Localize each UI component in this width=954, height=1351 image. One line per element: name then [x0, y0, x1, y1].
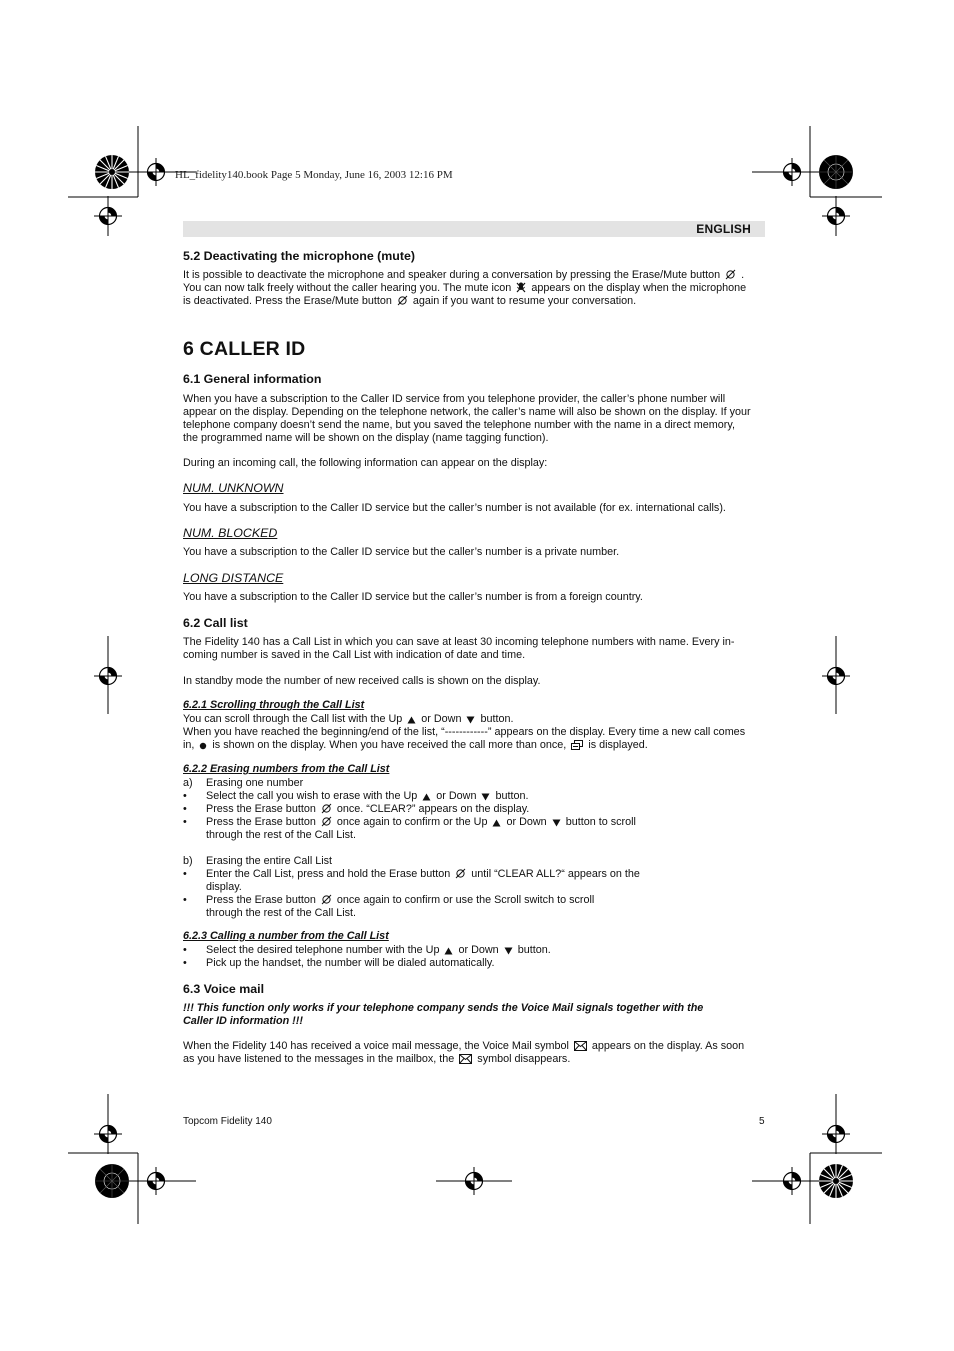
text-line: In standby mode the number of new received calls is shown on the display.: [183, 675, 541, 687]
text-line: as you have listened to the messages in the mailbox, the symbol disappears.: [183, 1053, 571, 1065]
list-item: • Pick up the handset, the number will be dialed automatically.: [183, 957, 495, 969]
text-line: The Fidelity 140 has a Call List in which you can save at least 30 incoming telephone numbers with name. Every in-: [183, 636, 735, 648]
down-arrow-icon: [481, 793, 490, 801]
up-arrow-icon: [422, 793, 431, 801]
section-6-3-body: [183, 1040, 765, 1066]
list-item: • Select the desired telephone number with the Up or Down button.: [183, 944, 551, 956]
section-6-2-2-body: [183, 777, 765, 920]
voice-mail-envelope-icon: [574, 1041, 587, 1051]
up-arrow-icon: [407, 716, 416, 724]
text-line: When you have a subscription to the Caller ID service from you telephone provider, the caller’s phone number will: [183, 393, 726, 405]
section-5-2-body: [183, 269, 765, 308]
section-6-2-paragraph: [183, 636, 765, 662]
list-item-continued: display.: [206, 881, 242, 893]
section-5-2-title: 5.2 Deactivating the microphone (mute): [183, 249, 416, 263]
text-line: telephone company doesn’t send the name, but you saved the telephone number with the name in a direct memory,: [183, 419, 735, 431]
display-msg-num-blocked: NUM. BLOCKED: [183, 526, 278, 540]
mute-icon: [516, 282, 526, 293]
list-item: b) Erasing the entire Call List: [183, 855, 333, 867]
list-item: • Press the Erase button once again to confirm or the Up or Down button to scroll: [183, 816, 636, 828]
text-line: appear on the display. Depending on the telephone network, the caller’s name will also be shown on the display. If your: [183, 406, 751, 418]
erase-icon: [321, 894, 332, 905]
text-line: in, is shown on the display. When you have received the call more than once, is displayed.: [183, 739, 648, 751]
language-label: ENGLISH: [696, 222, 751, 236]
new-call-dot-icon: [199, 742, 207, 750]
erase-icon: [321, 803, 332, 814]
text-line: Caller ID information !!!: [183, 1015, 303, 1027]
spacer: [183, 842, 765, 855]
down-arrow-icon: [466, 716, 475, 724]
section-6-2-title: 6.2 Call list: [183, 616, 248, 630]
section-6-2-3-body: [183, 944, 765, 970]
language-bar: [183, 221, 765, 237]
list-item: • Press the Erase button once. “CLEAR?” appears on the display.: [183, 803, 530, 815]
section-6-3-title: 6.3 Voice mail: [183, 982, 265, 996]
up-arrow-icon: [444, 947, 453, 955]
chapter-title: 6 CALLER ID: [183, 338, 306, 360]
footer-product: Topcom Fidelity 140: [183, 1116, 272, 1127]
voice-mail-warning: [183, 1002, 765, 1028]
footer-page-number: 5: [759, 1116, 765, 1127]
text-line: You have a subscription to the Caller ID service but the caller’s number is from a foreign country.: [183, 591, 643, 603]
display-msg-num-unknown: NUM. UNKNOWN: [183, 481, 284, 495]
section-6-2-1-body: [183, 713, 765, 752]
text-line: You have a subscription to the Caller ID service but the caller’s number is not available (for ex. international calls).: [183, 502, 726, 514]
list-item: • Enter the Call List, press and hold the Erase button until “CLEAR ALL?“ appears on the: [183, 868, 640, 880]
section-6-1-paragraph: [183, 393, 765, 445]
text-line: When you have reached the beginning/end of the list, “------------” appears on the display. Every time a new call comes: [183, 726, 746, 738]
text-line: is deactivated. Press the Erase/Mute button again if you want to resume your conversation.: [183, 295, 637, 307]
list-item: a) Erasing one number: [183, 777, 304, 789]
text-line: You can scroll through the Call list with the Up or Down button.: [183, 713, 514, 725]
section-6-2-3-title: 6.2.3 Calling a number from the Call List: [183, 930, 389, 942]
list-item: • Select the call you wish to erase with the Up or Down button.: [183, 790, 529, 802]
voice-mail-envelope-icon: [459, 1054, 472, 1064]
text-line: coming number is saved in the Call List with indication of date and time.: [183, 649, 526, 661]
text-line: the programmed name will be shown on the display (name tagging function).: [183, 432, 549, 444]
erase-icon: [455, 868, 466, 879]
section-6-1-title: 6.1 General information: [183, 372, 322, 386]
text-line: It is possible to deactivate the microphone and speaker during a conversation by pressing the Erase/Mute button .: [183, 269, 745, 281]
erase-icon: [321, 816, 332, 827]
up-arrow-icon: [492, 819, 501, 827]
text-line: You can now talk freely without the caller hearing you. The mute icon appears on the display when the microphone: [183, 282, 747, 294]
text-line: !!! This function only works if your telephone company sends the Voice Mail signals together with the: [183, 1002, 704, 1014]
print-header: HL_fidelity140.book Page 5 Monday, June 16, 2003 12:16 PM: [175, 169, 453, 181]
section-6-2-1-title: 6.2.1 Scrolling through the Call List: [183, 699, 365, 711]
list-item-continued: through the rest of the Call List.: [206, 907, 357, 919]
down-arrow-icon: [552, 819, 561, 827]
repeat-call-icon: [571, 740, 583, 750]
text-line: During an incoming call, the following information can appear on the display:: [183, 457, 548, 469]
section-6-2-2-title: 6.2.2 Erasing numbers from the Call List: [183, 763, 390, 775]
erase-mute-icon: [725, 269, 736, 280]
text-line: When the Fidelity 140 has received a voice mail message, the Voice Mail symbol appears on the display. As soon: [183, 1040, 745, 1052]
erase-mute-icon: [397, 295, 408, 306]
list-item-continued: through the rest of the Call List.: [206, 829, 357, 841]
down-arrow-icon: [504, 947, 513, 955]
display-msg-long-distance: LONG DISTANCE: [183, 571, 284, 585]
text-line: You have a subscription to the Caller ID service but the caller’s number is a private number.: [183, 546, 620, 558]
list-item: • Press the Erase button once again to confirm or use the Scroll switch to scroll: [183, 894, 595, 906]
